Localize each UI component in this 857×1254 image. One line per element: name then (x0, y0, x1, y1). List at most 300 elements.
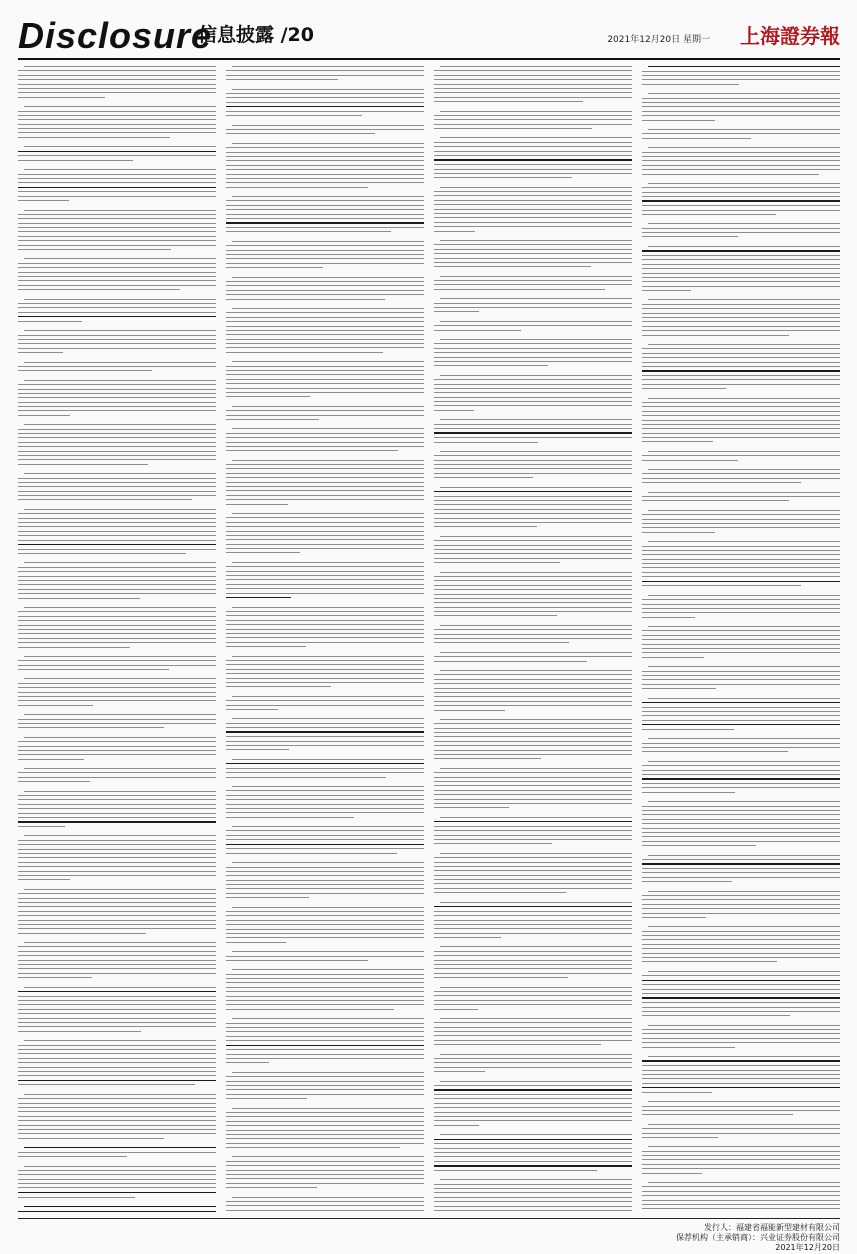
text-line (648, 541, 840, 542)
text-line (18, 240, 216, 241)
text-line (434, 70, 632, 71)
text-line (226, 343, 424, 344)
text-line (642, 313, 840, 314)
text-line (642, 1191, 840, 1192)
text-line (226, 709, 278, 710)
text-line (434, 303, 632, 304)
text-line (226, 517, 424, 518)
text-line (18, 1075, 216, 1076)
text-line (434, 1148, 632, 1149)
text-line (642, 71, 840, 72)
text-line (434, 710, 505, 711)
text-line (226, 1023, 424, 1024)
text-line (434, 522, 632, 523)
text-line (226, 165, 424, 166)
text-line (642, 268, 840, 269)
text-line (434, 580, 632, 581)
text-line (434, 496, 632, 497)
text-line (642, 810, 840, 811)
text-line (226, 1112, 424, 1113)
text-line (226, 620, 424, 621)
text-line (226, 446, 424, 447)
text-line (24, 656, 216, 657)
text-line (24, 737, 216, 738)
text-line (18, 1058, 216, 1059)
text-line (226, 544, 424, 545)
text-line (226, 1161, 424, 1162)
text-line (226, 611, 424, 612)
text-line (226, 920, 424, 921)
text-line (642, 160, 840, 161)
text-line (226, 495, 424, 496)
text-line (642, 406, 840, 407)
text-line (18, 696, 216, 697)
text-line (648, 666, 840, 667)
text-line (18, 513, 216, 514)
text-line (434, 169, 632, 170)
text-line (18, 951, 216, 952)
text-line (18, 132, 216, 133)
text-line (434, 379, 632, 380)
text-line (440, 1054, 632, 1055)
text-line (18, 826, 65, 827)
text-line (434, 803, 632, 804)
text-line (642, 424, 840, 425)
text-line (226, 473, 424, 474)
text-line (434, 862, 632, 863)
text-line (226, 299, 385, 300)
text-line (434, 1022, 632, 1023)
text-line (642, 353, 840, 354)
text-line (226, 915, 424, 916)
text-line (434, 222, 632, 223)
text-line (434, 964, 632, 965)
text-line (434, 128, 592, 129)
text-line (226, 1054, 424, 1055)
text-line (642, 75, 840, 76)
text-line (434, 200, 632, 201)
text-line (226, 366, 424, 367)
text-line (24, 1040, 216, 1041)
text-line (18, 160, 133, 161)
text-line (642, 200, 840, 201)
text-line (18, 741, 216, 742)
text-line (226, 700, 424, 701)
text-line (642, 415, 840, 416)
text-line (642, 961, 777, 962)
text-line (434, 545, 632, 546)
text-line (18, 429, 216, 430)
text-line (226, 1121, 424, 1122)
text-line (226, 548, 424, 549)
text-line (434, 361, 632, 362)
text-line (18, 576, 216, 577)
text-line (642, 845, 756, 846)
text-line (18, 522, 216, 523)
text-line (18, 335, 216, 336)
text-line (434, 790, 632, 791)
text-line (226, 450, 398, 451)
text-line (642, 939, 840, 940)
text-line (642, 428, 840, 429)
text-line (18, 249, 171, 250)
text-line (642, 111, 840, 112)
text-line (18, 977, 92, 978)
text-line (18, 1192, 216, 1193)
text-line (226, 504, 288, 505)
text-line (226, 169, 424, 170)
text-line (226, 1031, 424, 1032)
text-line (642, 250, 840, 251)
text-line (18, 442, 216, 443)
text-line (642, 823, 840, 824)
text-line (226, 482, 424, 483)
text-line (642, 165, 840, 166)
text-line (642, 617, 695, 618)
text-line (18, 70, 216, 71)
text-line (226, 736, 424, 737)
text-line (226, 615, 424, 616)
text-line (18, 660, 216, 661)
text-line (232, 460, 424, 461)
text-line (24, 424, 216, 425)
text-line (18, 567, 216, 568)
text-line (434, 750, 632, 751)
text-line (642, 572, 840, 573)
text-line (642, 778, 840, 779)
text-line (434, 540, 632, 541)
text-line (24, 1206, 216, 1207)
text-line (232, 969, 424, 970)
text-line (18, 79, 216, 80)
text-line (648, 66, 840, 67)
text-line (24, 942, 216, 943)
text-line (434, 1040, 632, 1041)
text-line (642, 84, 739, 85)
text-line (226, 75, 424, 76)
text-line (642, 98, 840, 99)
text-line (434, 892, 566, 893)
text-line (434, 1085, 632, 1086)
text-line (434, 92, 632, 93)
text-line (18, 289, 180, 290)
text-line (24, 330, 216, 331)
text-line (226, 396, 310, 397)
text-line (18, 549, 216, 550)
text-line (226, 1076, 424, 1077)
text-line (440, 536, 632, 537)
text-line (642, 993, 840, 994)
text-line (226, 682, 424, 683)
text-line (18, 928, 216, 929)
text-line (18, 280, 216, 281)
text-line (18, 389, 216, 390)
text-line (434, 1058, 632, 1059)
text-line (434, 562, 560, 563)
text-line (226, 835, 424, 836)
text-line (18, 499, 192, 500)
text-line (642, 765, 840, 766)
text-line (18, 316, 216, 317)
text-line (232, 607, 424, 608)
text-line (642, 335, 789, 336)
text-line (642, 863, 840, 864)
text-line (642, 273, 840, 274)
text-line (434, 1067, 632, 1068)
text-line (434, 442, 538, 443)
text-line (18, 813, 216, 814)
text-line (434, 728, 632, 729)
text-line (434, 388, 632, 389)
text-line (648, 299, 840, 300)
text-line (642, 841, 840, 842)
text-line (434, 226, 632, 227)
text-line (226, 1130, 424, 1131)
text-line (18, 589, 216, 590)
text-line (226, 629, 424, 630)
text-line (226, 575, 424, 576)
text-line (226, 1134, 424, 1135)
text-line (18, 584, 216, 585)
text-line (642, 187, 840, 188)
text-line (24, 210, 216, 211)
text-line (226, 374, 424, 375)
text-line (226, 942, 286, 943)
text-line (226, 410, 424, 411)
text-line (18, 933, 146, 934)
text-line (648, 595, 840, 596)
column-2 (226, 66, 424, 1212)
text-line (18, 1156, 127, 1157)
text-line (18, 647, 130, 648)
text-line (18, 1084, 195, 1085)
column-3 (434, 66, 632, 1212)
text-line (18, 898, 216, 899)
text-line (226, 741, 424, 742)
text-line (642, 321, 840, 322)
text-line (434, 352, 632, 353)
text-line (18, 1022, 216, 1023)
text-line (648, 510, 840, 511)
text-line (642, 702, 840, 703)
footer-date: 2021年12月20日 (775, 1243, 840, 1252)
text-line (226, 486, 424, 487)
text-line (24, 473, 216, 474)
text-line (226, 442, 424, 443)
text-line (642, 1083, 840, 1084)
text-line (642, 519, 840, 520)
text-line (226, 294, 424, 295)
text-line (226, 468, 424, 469)
text-line (18, 393, 216, 394)
text-line (440, 137, 632, 138)
text-line (434, 785, 632, 786)
text-line (642, 375, 840, 376)
text-line (226, 1027, 424, 1028)
text-line (232, 66, 424, 67)
text-line (642, 228, 840, 229)
text-line (18, 746, 216, 747)
text-line (434, 634, 632, 635)
text-line (434, 84, 632, 85)
text-line (226, 437, 424, 438)
text-line (434, 920, 632, 921)
text-line (18, 84, 216, 85)
text-line (226, 133, 375, 134)
text-line (642, 1200, 840, 1201)
text-line (18, 996, 216, 997)
text-line (226, 1170, 424, 1171)
text-line (642, 585, 801, 586)
text-line (434, 870, 632, 871)
text-line (434, 1031, 632, 1032)
text-line (24, 146, 216, 147)
text-line (226, 79, 338, 80)
text-line (434, 629, 632, 630)
text-line (642, 174, 819, 175)
text-line (434, 258, 632, 259)
text-line (648, 183, 840, 184)
text-line (434, 1027, 632, 1028)
text-line (226, 285, 424, 286)
text-line (18, 155, 216, 156)
text-line (226, 830, 424, 831)
text-line (648, 1056, 840, 1057)
text-line (642, 384, 840, 385)
text-line (642, 770, 840, 771)
text-line (642, 500, 789, 501)
text-line (642, 657, 704, 658)
text-line (24, 791, 216, 792)
text-line (434, 1116, 632, 1117)
section-title: 信息披露 /20 (198, 24, 314, 46)
text-line (232, 562, 424, 563)
text-line (226, 106, 424, 107)
text-line (226, 321, 424, 322)
text-line (440, 625, 632, 626)
text-line (434, 911, 632, 912)
text-line (18, 1103, 216, 1104)
text-line (226, 772, 424, 773)
text-line (642, 1011, 840, 1012)
text-line (226, 535, 424, 536)
text-line (434, 151, 632, 152)
text-line (642, 455, 840, 456)
text-line (434, 758, 541, 759)
text-line (434, 217, 632, 218)
text-line (434, 875, 632, 876)
text-line (226, 642, 424, 643)
text-line (648, 93, 840, 94)
text-line (434, 437, 632, 438)
text-line (232, 862, 424, 863)
text-line (434, 1210, 632, 1211)
text-line (434, 155, 632, 156)
text-line (642, 935, 840, 936)
text-line (18, 598, 140, 599)
text-line (226, 777, 386, 778)
text-line (434, 598, 632, 599)
text-line (226, 911, 424, 912)
text-line (440, 719, 632, 720)
text-line (642, 599, 840, 600)
text-line (18, 1053, 216, 1054)
article-columns (18, 66, 840, 1212)
text-line (18, 1049, 216, 1050)
text-line (18, 267, 216, 268)
text-line (642, 743, 840, 744)
text-line (18, 446, 216, 447)
text-line (434, 611, 632, 612)
text-line (24, 987, 216, 988)
text-line (642, 550, 840, 551)
text-line (232, 277, 424, 278)
text-line (642, 514, 840, 515)
text-line (434, 960, 632, 961)
text-line (232, 951, 424, 952)
text-line (642, 290, 691, 291)
text-line (434, 826, 632, 827)
text-line (642, 1042, 840, 1043)
text-line (24, 678, 216, 679)
text-line (18, 955, 216, 956)
text-line (18, 1111, 216, 1112)
text-line (226, 731, 424, 732)
text-line (434, 325, 632, 326)
text-line (226, 222, 424, 223)
text-line (18, 236, 216, 237)
text-line (434, 549, 632, 550)
text-line (648, 1025, 840, 1026)
text-line (434, 973, 632, 974)
text-line (226, 129, 424, 130)
text-line (440, 817, 632, 818)
text-line (434, 213, 632, 214)
text-line (434, 1120, 632, 1121)
text-line (18, 1183, 216, 1184)
text-line (642, 196, 840, 197)
text-line (642, 1195, 840, 1196)
text-line (642, 1060, 840, 1061)
text-line (226, 1004, 424, 1005)
text-line (226, 160, 424, 161)
text-line (226, 624, 424, 625)
text-line (642, 917, 706, 918)
text-line (226, 419, 319, 420)
text-line (434, 1125, 479, 1126)
text-line (226, 1058, 424, 1059)
text-line (648, 398, 840, 399)
text-line (226, 115, 362, 116)
text-line (434, 504, 632, 505)
text-line (18, 692, 216, 693)
text-line (440, 66, 632, 67)
text-line (434, 464, 632, 465)
text-line (434, 384, 632, 385)
text-line (648, 626, 840, 627)
text-line (434, 602, 632, 603)
text-line (648, 469, 840, 470)
dateline: 2021年12月20日 星期一 (607, 35, 710, 45)
text-line (226, 974, 424, 975)
text-line (18, 853, 216, 854)
text-line (226, 924, 424, 925)
text-line (18, 759, 84, 760)
text-line (648, 738, 840, 739)
text-line (18, 906, 216, 907)
text-line (434, 1000, 632, 1001)
text-line (648, 891, 840, 892)
